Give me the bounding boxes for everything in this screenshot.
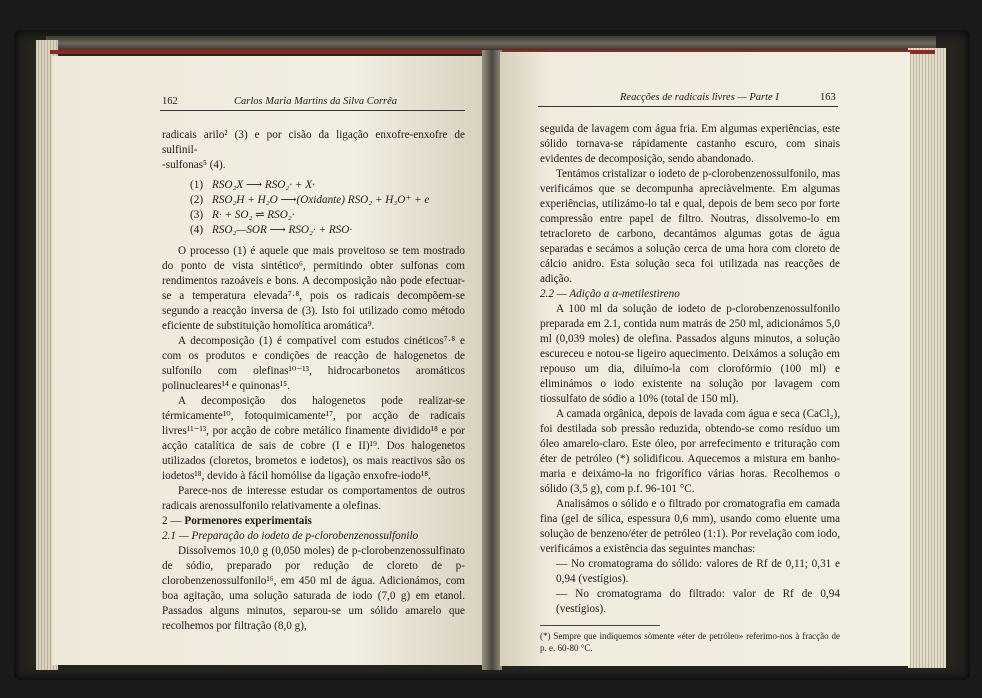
- page-number: 162: [162, 96, 178, 107]
- equation-text: RSO₂X ⟶ RSO₂· + X·: [212, 179, 315, 191]
- section-title: Pormenores experimentais: [184, 515, 312, 527]
- equation: [162, 208, 465, 223]
- paragraph: A camada orgânica, depois de lavada com água e seca (CaCl₂), foi destilada sob pressão reduzida, obtendo-se como resíduo um óleo amarelo-claro. Este óleo, por arrefecimento e trituração com éter de petróleo (*) solidificou. Aquecemos a mistura em banho-maria e deixámo-la no frigorífico várias horas. Recolhemos o sólido (3,5 g), com p.f. 96-101 °C.: [540, 408, 840, 495]
- left-page: [52, 56, 484, 665]
- paragraph: seguida de lavagem com água fria. Em algumas experiências, este sólido tornava-se rápidamente castanho escuro, com sinais evidentes de decomposição, sendo abandonado.: [540, 123, 840, 165]
- paragraph: A decomposição (1) é compatível com estudos cinéticos⁷·⁸ e com os produtos e condições de reacção de halogenetos de sulfonilo com olefinas¹⁰⁻¹³, hidrocarbonetos aromáticos polinucleares¹⁴ e quinonas¹⁵.: [162, 335, 465, 392]
- paragraph: Analisámos o sólido e o filtrado por cromatografia em camada fina (gel de sílica, espessura 0,6 mm), usando como eluente uma solução de benzeno/éter de petróleo (1:1). Por revelação com iodo, verificámos a existência das seguintes manchas:: [540, 498, 840, 555]
- footnote-rule: [540, 625, 660, 626]
- left-body: [162, 128, 465, 634]
- right-page: [500, 52, 910, 666]
- page-number: 163: [820, 92, 836, 103]
- running-head: Reacções de radicais livres — Parte I: [620, 92, 779, 103]
- subsection-heading: 2.1 — Preparação do iodeto de p-clorobenzenossulfonilo: [162, 530, 419, 542]
- section-heading: [162, 514, 465, 529]
- equation: [162, 223, 465, 238]
- book-gutter: [482, 50, 502, 670]
- header-rule: [538, 106, 838, 107]
- equation-number: (2): [190, 194, 204, 206]
- subsection-heading: 2.2 — Adição a α-metilestireno: [540, 288, 680, 300]
- equation-number: (1): [190, 179, 204, 191]
- paragraph: O processo (1) é aquele que mais proveitoso se tem mostrado do ponto de vista sintético⁶, permitindo obter sulfonas com rendimentos razoáveis e bons. A decomposição não pode efectuar-se a temperatura elevada⁷·⁸, pois os radicais decompõem-se segundo a reacção inversa de (3). Isto foi utilizado como método eficiente de substituição homolítica aromática⁹.: [162, 245, 465, 332]
- right-page-block: [908, 48, 946, 668]
- equation: [162, 193, 465, 208]
- equation-text: R· + SO₂ ⇌ RSO₂·: [212, 209, 295, 221]
- running-head: Carlos Maria Martins da Silva Corrêa: [234, 96, 398, 107]
- equation-number: (4): [190, 224, 204, 236]
- list-item: — No cromatograma do filtrado: valor de Rf de 0,94 (vestígios).: [556, 588, 840, 615]
- text-line: radicais arilo² (3) e por cisão da ligação enxofre-enxofre de sulfinil-: [162, 129, 465, 156]
- paragraph: Dissolvemos 10,0 g (0,050 moles) de p-clorobenzenossulfinato de sódio, preparado por redução de cloreto de p-clorobenzenossulfonilo¹⁶, em 450 ml de água. Adicionámos, com boa agitação, uma solução saturada de iodo (7,0 g) em etanol. Passados alguns minutos, separou-se um sólido amarelo que recolhemos por filtração (8,0 g),: [162, 545, 465, 632]
- paragraph: Parece-nos de interesse estudar os comportamentos de outros radicais arenossulfonilo relativamente a olefinas.: [162, 485, 465, 512]
- paragraph: A decomposição dos halogenetos pode realizar-se térmicamente¹⁰, fotoquimicamente¹⁷, por acção de radicais livres¹¹⁻¹³, por acção de cobre metálico finamente dividido¹⁸ e por acção catalítica de sais de cobre (I e II)¹⁹. Dos halogenetos utilizados (cloretos, brometos e iodetos), os mais reactivos são os iodetos¹⁸, devido à fácil homólise da ligação enxofre-iodo¹⁸.: [162, 395, 465, 482]
- header-rule: [160, 110, 465, 111]
- right-body: [540, 122, 840, 654]
- text-line: -sulfonas⁵ (4).: [162, 159, 226, 171]
- paragraph: A 100 ml da solução de iodeto de p-clorobenzenossulfonilo preparada em 2.1, contida num matrás de 250 ml, adicionámos 5,0 ml (0,039 moles) de olefina. Passados alguns minutos, a solução escureceu e notou-se ligeiro aquecimento. Deixámos a solução em repouso um dia, diluímo-la com clorofórmio (100 ml) e eliminámos o iodo existente na solução por lavagem com tiossulfato de sódio a 10% (total de 150 ml).: [540, 303, 840, 405]
- equation-text: RSO₂—SOR ⟶ RSO₂· + RSO·: [212, 224, 353, 236]
- section-number: 2 —: [162, 515, 182, 527]
- equation: [162, 178, 465, 193]
- footnote: (*) Sempre que indiquemos sòmente «éter de petróleo» referimo-nos à fracção de p. e. 60-80 °C.: [540, 631, 840, 653]
- equation-text: RSO₂H + H₂O ⟶(Oxidante) RSO₂ + H₃O⁺ + e: [212, 194, 430, 206]
- equation-number: (3): [190, 209, 204, 221]
- paragraph: Tentámos cristalizar o iodeto de p-clorobenzenossulfonilo, mas verificámos que se decompunha apreciàvelmente. Em algumas experiências, utilizámo-lo tal e qual, depois de bem seco por forte compressão entre papel de filtro. Noutras, dissolvemo-lo em tetracloreto de carbono, decantámos algumas gotas de água separadas e secámos a solução cerca de uma hora com cloreto de cálcio anidro. Esta solução seca foi utilizada nas reacções de adição.: [540, 168, 840, 285]
- list-item: — No cromatograma do sólido: valores de Rf de 0,11; 0,31 e 0,94 (vestígios).: [556, 558, 840, 585]
